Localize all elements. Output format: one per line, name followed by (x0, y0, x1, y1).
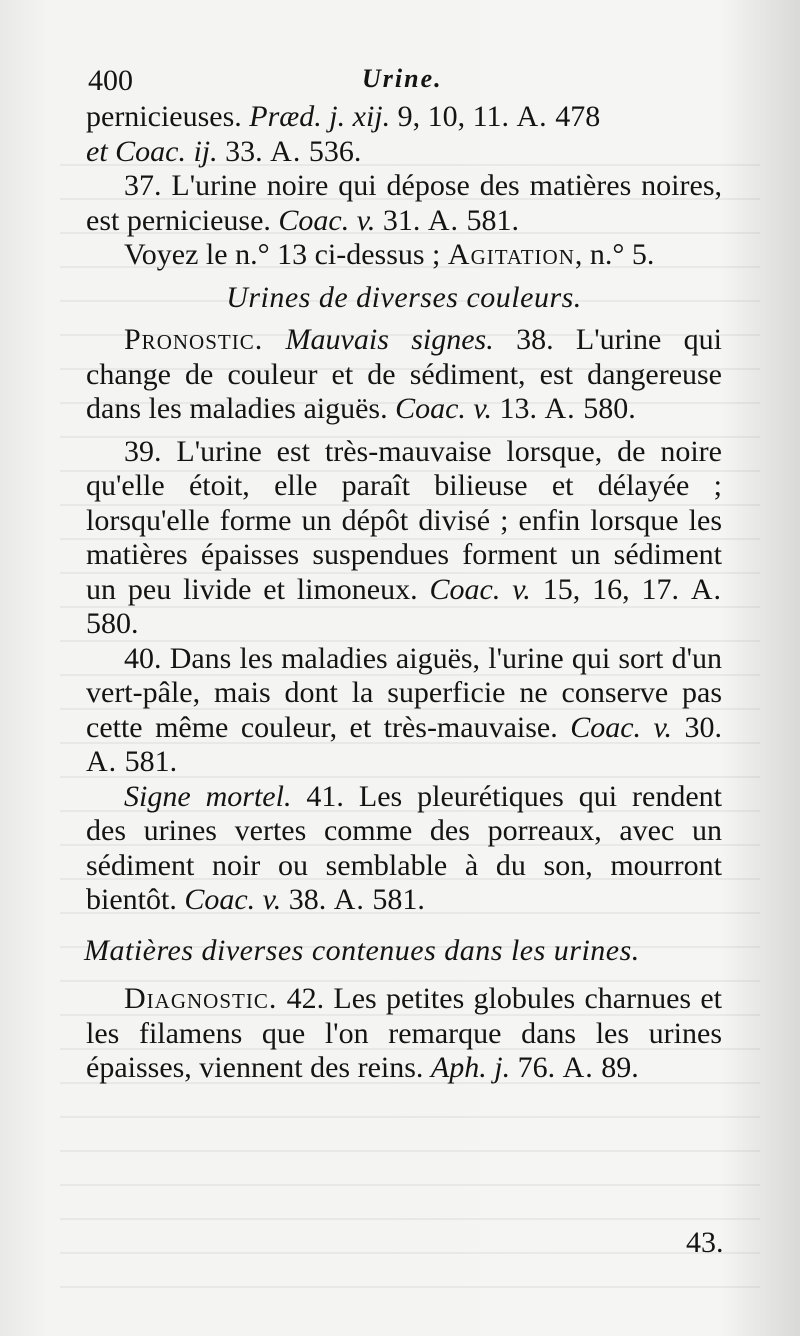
spacer (86, 427, 722, 435)
paragraph-voyez: Voyez le n.° 13 ci-dessus ; Agitation, n.° 5. (124, 238, 655, 271)
section-heading-matters: Matières diverses contenues dans les urines. (84, 933, 640, 967)
paragraph-40: 40. Dans les maladies aiguës, l'urine qui sort d'un vert-pâle, mais dont la superficie ne conserve pas cette même couleur, et très-mauvaise. Coac. v. 30. A. 581. (86, 641, 723, 778)
page-number: 400 (88, 64, 133, 97)
section-heading-colors: Urines de diverses couleurs. (226, 280, 582, 314)
paragraph-38: Pronostic. Mauvais signes. 38. L'urine qui change de couleur et de sédiment, est dangereuse dans les maladies aiguës. Coac. v. 13. A. 580. (86, 323, 722, 425)
body-text (86, 100, 722, 1086)
signature-mark: 43. (686, 1226, 724, 1259)
paragraph-39: 39. L'urine est très-mauvaise lorsque, de noire qu'elle étoit, elle paraît bilieuse et délayée ; lorsqu'elle forme un dépôt divisé ; enfin lorsque les matières épaisses suspendues forment un sédiment un peu livide et limoneux. Coac. v. 15, 16, 17. A. 580. (86, 434, 723, 640)
paragraph-41: Signe mortel. 41. Les pleurétiques qui rendent des urines vertes comme des porreaux, avec un sédiment noir ou semblable à du son, mourront bientôt. Coac. v. 38. A. 581. (86, 779, 722, 916)
running-title: Urine. (362, 64, 443, 93)
page-header (88, 62, 688, 102)
paragraph-continuation: pernicieuses. Præd. j. xij. 9, 10, 11. A. 478 et Coac. ij. 33. A. 536. (86, 100, 601, 168)
paragraph-37: 37. L'urine noire qui dépose des matières noires, est pernicieuse. Coac. v. 31. A. 581. (86, 169, 722, 237)
paragraph-42: Diagnostic. 42. Les petites globules charnues et les filamens que l'on remarque dans les urines épaisses, viennent des reins. Aph. j. 76. A. 89. (86, 982, 722, 1084)
